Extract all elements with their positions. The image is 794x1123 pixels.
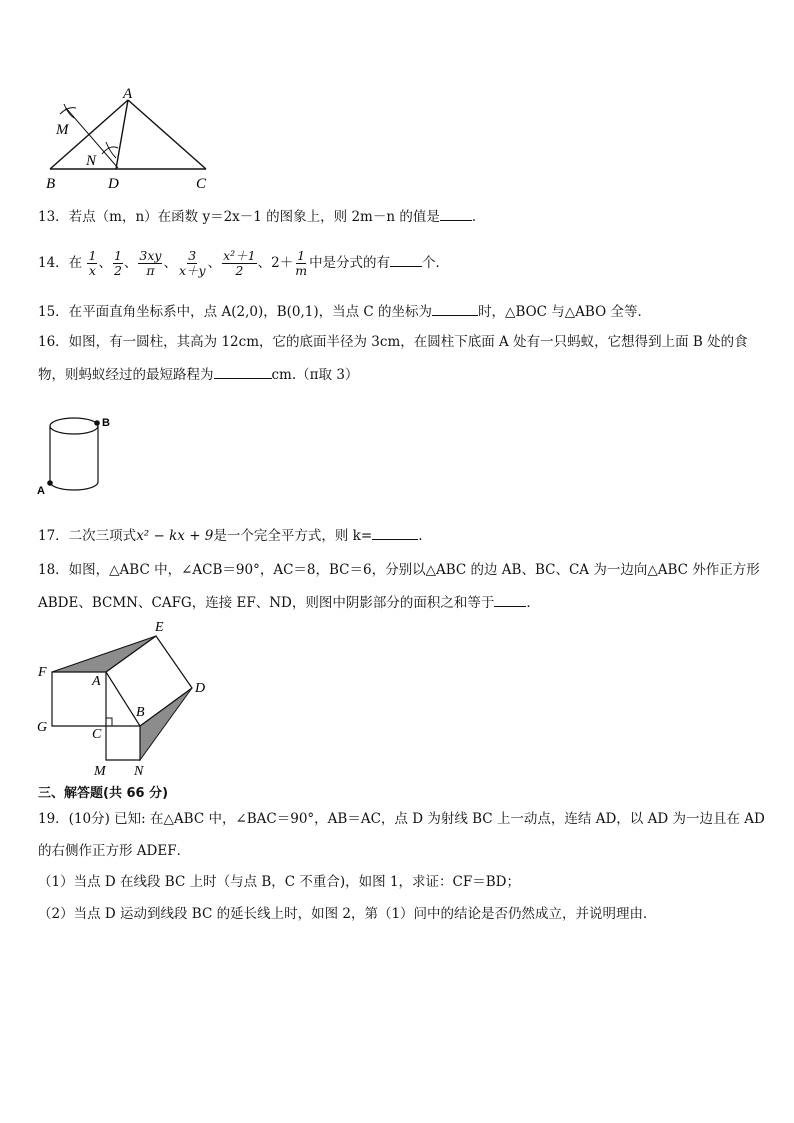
answer-blank-18[interactable]: [494, 592, 526, 607]
label-F: F: [38, 665, 47, 680]
label-A: A: [123, 86, 133, 102]
question-19-line-2: 的右侧作正方形 ADEF．: [38, 843, 191, 859]
section-title-3: 三、解答题(共 66 分): [38, 786, 169, 801]
question-14: [38, 244, 449, 282]
label-N: N: [86, 153, 97, 169]
label-M: M: [94, 764, 106, 779]
term-2-plus: 2＋: [271, 255, 294, 271]
label-B: B: [46, 176, 56, 192]
fraction-1-over-2: $\frac{1}{2}$: [113, 248, 122, 278]
label-E: E: [155, 620, 164, 635]
label-D: D: [195, 681, 206, 696]
question-18-end: ．: [526, 595, 540, 611]
figure-cylinder: [34, 410, 124, 500]
question-14-lead: 14．在: [38, 255, 83, 271]
fraction-1-over-x: $\frac{1}{x}$: [88, 248, 97, 278]
question-18-line-1: 18．如图，△ABC 中，∠ACB＝90°，AC＝8，BC＝6，分别以△ABC 的边 AB、BC、CA 为一边向△ABC 外作正方形: [38, 562, 760, 578]
label-G: G: [37, 720, 48, 735]
question-18-text: ABDE、BCMN、CAFG，连接 EF、ND，则图中阴影部分的面积之和等于: [38, 595, 495, 611]
figure-squares: [34, 618, 224, 780]
label-A: A: [92, 674, 101, 689]
figure-triangle-construction: [40, 84, 220, 194]
answer-blank-17[interactable]: [372, 525, 418, 540]
separator: 、: [163, 255, 177, 271]
question-14-end: 个．: [422, 255, 450, 271]
question-17-lead: 17．二次三项式: [38, 528, 137, 544]
fraction-x2-plus-1-over-2: $\frac{\text{x²＋1}}{2}$: [223, 248, 256, 278]
separator: 、: [257, 255, 272, 271]
fraction-3xy-over-pi: $\frac{3xy}{\pi}$: [139, 248, 162, 278]
label-N: N: [134, 764, 144, 779]
label-M: M: [56, 122, 69, 138]
question-18-line-2: [38, 592, 540, 612]
label-B: B: [136, 705, 145, 720]
label-C: C: [92, 727, 102, 742]
question-19-part-2: （2）当点 D 运动到线段 BC 的延长线上时，如图 2，第（1）问中的结论是否仍然成立，并说明理由．: [38, 906, 657, 922]
question-14-tail: 中是分式的有: [309, 255, 391, 271]
separator: 、: [123, 255, 138, 271]
fraction-3-over-x-plus-y: $\frac{3}{x+y}$: [178, 248, 206, 278]
question-16-line-2: [38, 364, 358, 384]
separator: 、: [98, 255, 112, 271]
label-B: B: [102, 417, 110, 429]
answer-blank-16[interactable]: [214, 364, 272, 379]
separator: 、: [207, 255, 222, 271]
answer-blank-14[interactable]: [390, 252, 422, 267]
question-15-text: 15．在平面直角坐标系中，点 A(2,0)，B(0,1)，当点 C 的坐标为: [38, 304, 433, 320]
question-16-line-1: 16．如图，有一圆柱，其高为 12cm，它的底面半径为 3cm，在圆柱下底面 A 处有一只蚂蚁，它想得到上面 B 处的食: [38, 334, 748, 350]
question-16-text: 物，则蚂蚁经过的最短路程为: [38, 367, 214, 383]
question-16-end: cm.（π取 3）: [271, 367, 359, 383]
label-A: A: [37, 485, 45, 497]
answer-blank-15[interactable]: [432, 301, 478, 316]
question-13-end: ．: [471, 209, 486, 225]
question-13: [38, 206, 485, 226]
question-17-end: .: [418, 528, 423, 544]
question-15-end: 时，△BOC 与△ABO 全等．: [478, 304, 651, 320]
question-17: [38, 525, 422, 545]
fraction-1-over-m: $\frac{1}{m}$: [295, 248, 308, 278]
question-19-part-1: （1）当点 D 在线段 BC 上时（与点 B，C 不重合)，如图 1，求证：CF＝BD；: [38, 874, 520, 890]
question-19-line-1: 19．(10分) 已知: 在△ABC 中，∠BAC＝90°，AB＝AC，点 D 为射线 BC 上一动点，连结 AD，以 AD 为一边且在 AD: [38, 811, 765, 827]
question-15: [38, 301, 651, 321]
answer-blank-13[interactable]: [440, 206, 472, 221]
label-C: C: [196, 176, 207, 192]
quadratic-expression: x² − kx + 9: [136, 528, 214, 544]
question-17-tail: 是一个完全平方式，则 k=: [213, 528, 373, 544]
label-D: D: [108, 176, 119, 192]
question-13-text: 13．若点（m，n）在函数 y＝2x－1 的图象上，则 2m－n 的值是: [38, 209, 440, 225]
